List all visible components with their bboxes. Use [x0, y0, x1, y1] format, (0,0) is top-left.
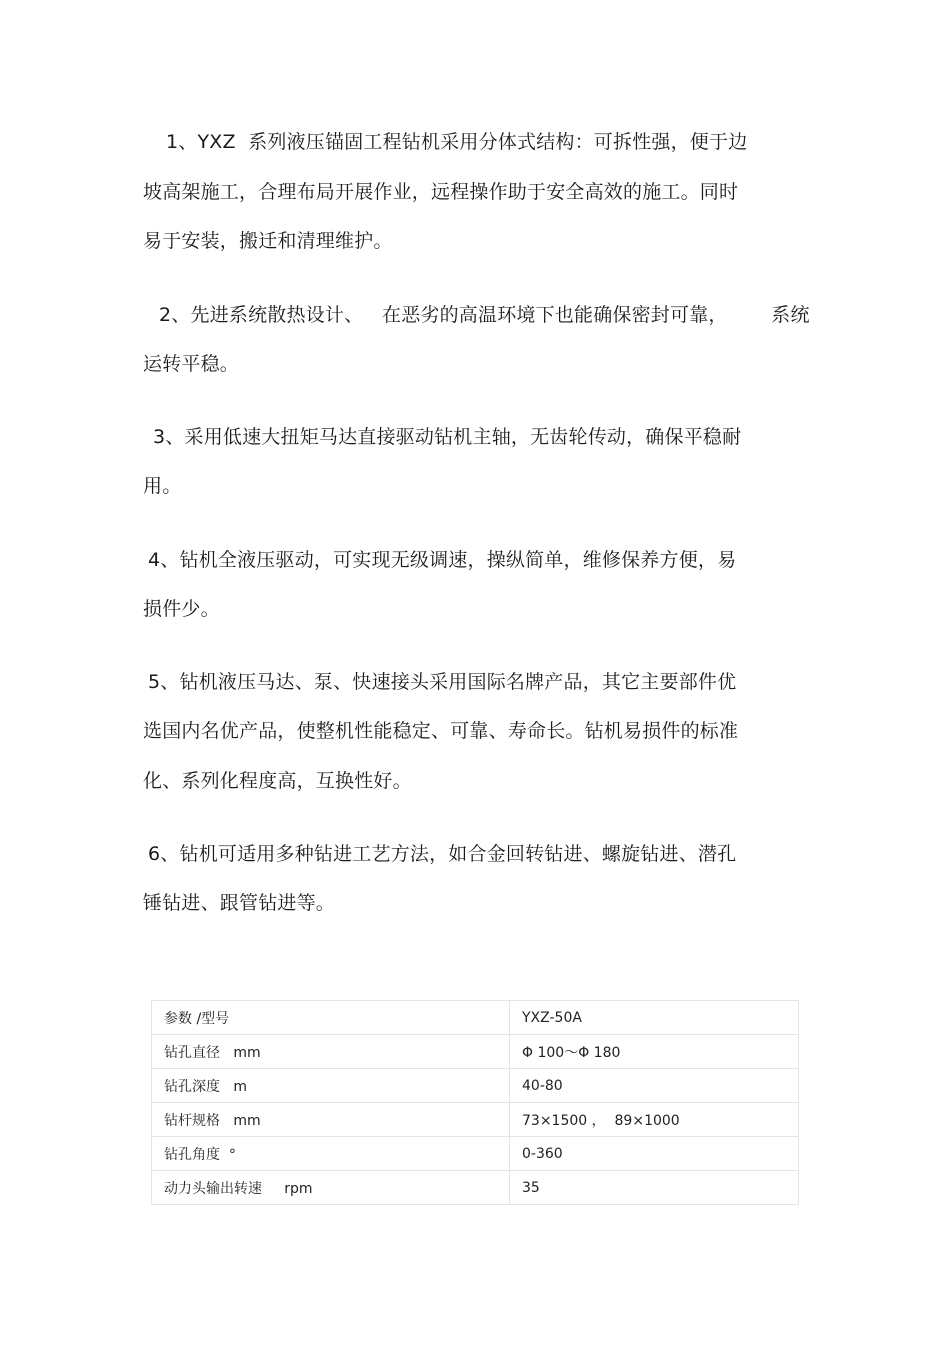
table-row: [152, 1001, 799, 1035]
paragraph-line: 锤钻进、跟管钻进等。: [143, 892, 336, 914]
paragraph-line: 用。: [143, 475, 182, 497]
table-cell-value: 35: [510, 1171, 799, 1205]
paragraph-line: 运转平稳。: [143, 353, 240, 375]
paragraph-line: 2、先进系统散热设计、 在恶劣的高温环境下也能确保密封可靠， 系统: [159, 304, 810, 326]
table-cell-value: Φ 100～Φ 180: [510, 1035, 799, 1069]
table-cell-value: 40-80: [510, 1069, 799, 1103]
table-cell-parameter: 钻孔直径 mm: [152, 1035, 510, 1069]
paragraph-line: 选国内名优产品，使整机性能稳定、可靠、寿命长。钻机易损件的标准: [143, 720, 739, 742]
table-cell-value: YXZ-50A: [510, 1001, 799, 1035]
table-row: [152, 1171, 799, 1205]
paragraph-line: 3、采用低速大扭矩马达直接驱动钻机主轴，无齿轮传动，确保平稳耐: [153, 426, 742, 448]
paragraph-line: 坡高架施工，合理布局开展作业，远程操作助于安全高效的施工。同时: [143, 181, 739, 203]
paragraph-line: 4、钻机全液压驱动，可实现无级调速，操纵简单，维修保养方便，易: [148, 549, 737, 571]
paragraph-line: 化、系列化程度高，互换性好。: [143, 770, 412, 792]
table-cell-value: 73×1500 ， 89×1000: [510, 1103, 799, 1137]
table-row: [152, 1035, 799, 1069]
paragraph-line: 5、钻机液压马达、泵、快速接头采用国际名牌产品，其它主要部件优: [148, 671, 737, 693]
table-cell-value: 0-360: [510, 1137, 799, 1171]
table-cell-parameter: 钻杆规格 mm: [152, 1103, 510, 1137]
table-cell-parameter: 动力头输出转速 rpm: [152, 1171, 510, 1205]
paragraph-line: 易于安装，搬迁和清理维护。: [143, 230, 393, 252]
paragraph-line: 损件少。: [143, 598, 220, 620]
paragraph-line: 1、YXZ 系列液压锚固工程钻机采用分体式结构：可拆性强，便于边: [166, 131, 748, 153]
table-row: [152, 1137, 799, 1171]
table-row: [152, 1103, 799, 1137]
table-cell-parameter: 钻孔深度 m: [152, 1069, 510, 1103]
table-cell-parameter: 钻孔角度 °: [152, 1137, 510, 1171]
table-cell-parameter: 参数 /型号: [152, 1001, 510, 1035]
spec-table: [151, 1000, 799, 1205]
table-row: [152, 1069, 799, 1103]
paragraph-line: 6、钻机可适用多种钻进工艺方法，如合金回转钻进、螺旋钻进、潜孔: [148, 843, 737, 865]
